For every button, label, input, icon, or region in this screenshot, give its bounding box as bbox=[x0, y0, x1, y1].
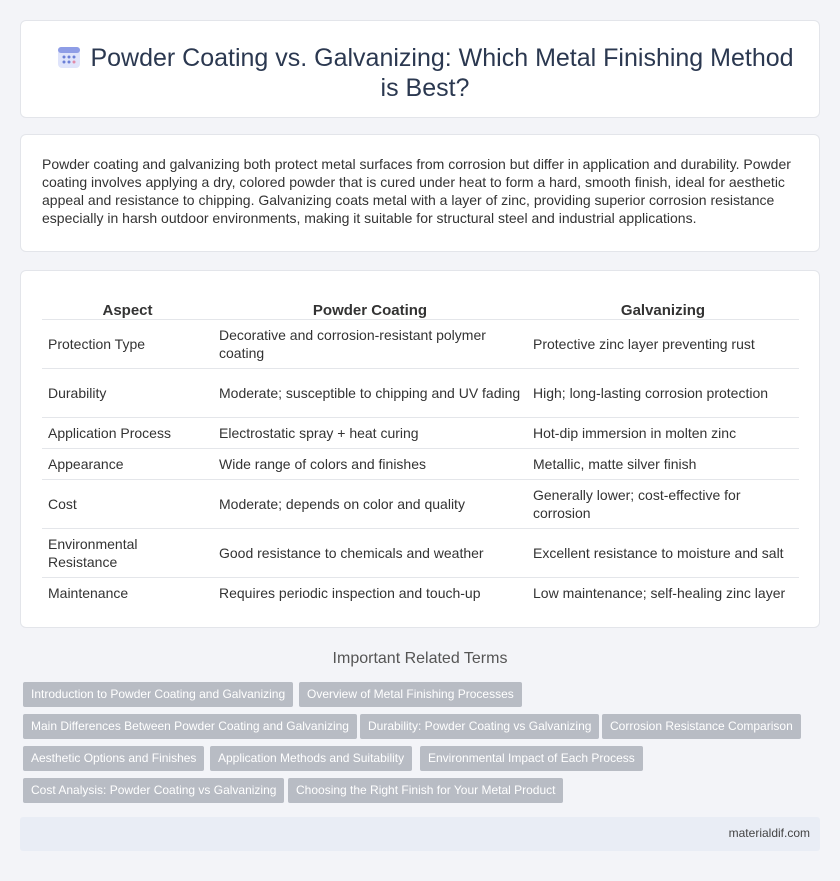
related-tag[interactable]: Choosing the Right Finish for Your Metal Product bbox=[288, 778, 563, 803]
calendar-grid-icon bbox=[56, 44, 82, 70]
related-tag[interactable]: Cost Analysis: Powder Coating vs Galvanizing bbox=[23, 778, 284, 803]
cell-powder-coating: Good resistance to chemicals and weather bbox=[213, 528, 527, 577]
header-aspect: Aspect bbox=[42, 293, 213, 319]
related-terms-title: Important Related Terms bbox=[332, 650, 508, 667]
cell-galvanizing: Excellent resistance to moisture and salt bbox=[527, 528, 799, 577]
cell-aspect: Maintenance bbox=[48, 584, 129, 601]
cell-galvanizing: High; long-lasting corrosion protection bbox=[527, 368, 799, 417]
cell-galvanizing: Low maintenance; self-healing zinc layer bbox=[533, 584, 786, 601]
cell-powder-coating: Requires periodic inspection and touch-up bbox=[219, 584, 481, 601]
related-tag[interactable]: Overview of Metal Finishing Processes bbox=[299, 682, 522, 707]
cell-aspect: Durability bbox=[42, 368, 213, 417]
cell-aspect: Protection Type bbox=[42, 319, 213, 368]
cell-galvanizing: Hot-dip immersion in molten zinc bbox=[527, 417, 799, 448]
table-row bbox=[42, 479, 799, 528]
related-tag[interactable]: Application Methods and Suitability bbox=[210, 746, 412, 771]
cell-powder-coating: Moderate; depends on color and quality bbox=[213, 479, 527, 528]
table-row bbox=[42, 448, 799, 479]
footer bbox=[20, 817, 820, 851]
cell-powder-coating: Electrostatic spray + heat curing bbox=[213, 417, 527, 448]
header-powder-coating: Powder Coating bbox=[213, 293, 527, 319]
cell-aspect: Cost bbox=[42, 479, 213, 528]
cell-galvanizing: Generally lower; cost-effective for corrosion bbox=[527, 479, 799, 528]
table-row bbox=[42, 577, 799, 608]
page-title: Powder Coating vs. Galvanizing: Which Metal Finishing Method is Best? bbox=[90, 44, 794, 102]
cell-powder-coating: Moderate; susceptible to chipping and UV fading bbox=[213, 368, 527, 417]
related-tag[interactable]: Aesthetic Options and Finishes bbox=[23, 746, 204, 771]
table-header-row bbox=[42, 293, 799, 319]
cell-aspect: Appearance bbox=[42, 448, 213, 479]
intro-paragraph: Powder coating and galvanizing both protect metal surfaces from corrosion but differ in application and durability. Powder coating involves applying a dry, colored powder that is cured under heat to form a hard, smooth finish, ideal for aesthetic appeal and resistance to chipping. Galvanizing coats metal with a layer of zinc, providing superior corrosion resistance especially in harsh outdoor environments, making it suitable for structural steel and industrial applications. bbox=[42, 156, 791, 226]
comparison-table-card bbox=[20, 270, 820, 628]
cell-aspect: Application Process bbox=[42, 417, 213, 448]
header-card bbox=[20, 20, 820, 118]
cell-powder-coating: Wide range of colors and finishes bbox=[213, 448, 527, 479]
table-row bbox=[42, 528, 799, 577]
comparison-table bbox=[42, 293, 799, 608]
table-row bbox=[42, 368, 799, 417]
cell-aspect: Environmental Resistance bbox=[42, 528, 213, 577]
related-tag[interactable]: Main Differences Between Powder Coating and Galvanizing bbox=[23, 714, 357, 739]
related-tag[interactable]: Durability: Powder Coating vs Galvanizing bbox=[360, 714, 599, 739]
cell-galvanizing: Protective zinc layer preventing rust bbox=[527, 319, 799, 368]
cell-powder-coating: Decorative and corrosion-resistant polymer coating bbox=[213, 319, 527, 368]
cell-galvanizing: Metallic, matte silver finish bbox=[527, 448, 799, 479]
footer-site-link[interactable]: materialdif.com bbox=[728, 826, 810, 840]
page-title-wrap bbox=[51, 43, 799, 103]
intro-card bbox=[20, 134, 820, 252]
related-tag[interactable]: Corrosion Resistance Comparison bbox=[602, 714, 801, 739]
header-galvanizing: Galvanizing bbox=[527, 293, 799, 319]
related-tag[interactable]: Environmental Impact of Each Process bbox=[420, 746, 643, 771]
related-tag[interactable]: Introduction to Powder Coating and Galvanizing bbox=[23, 682, 293, 707]
table-row bbox=[42, 417, 799, 448]
table-row bbox=[42, 319, 799, 368]
